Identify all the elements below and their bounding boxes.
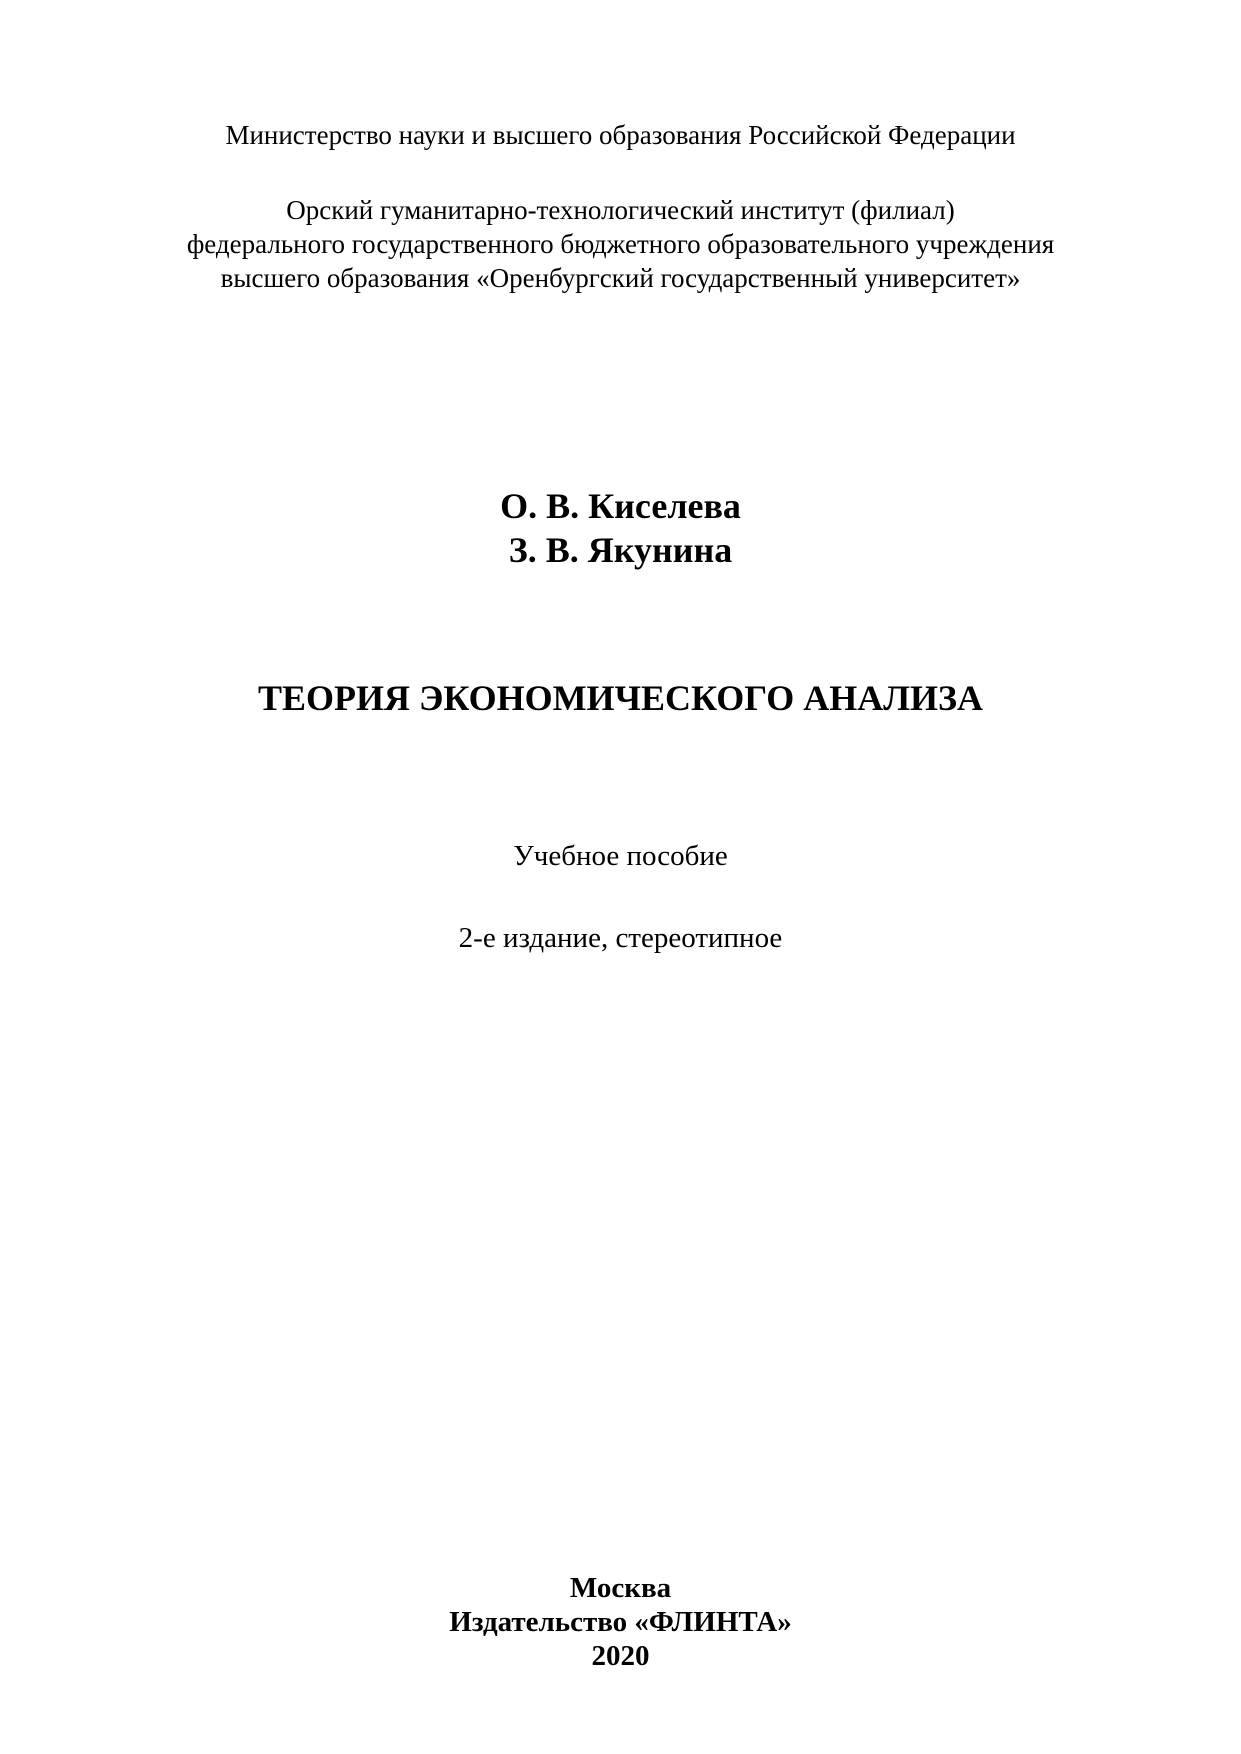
author-2: З. В. Якунина: [508, 530, 733, 570]
imprint-city: Москва: [569, 1572, 672, 1604]
book-title-text: ТЕОРИЯ ЭКОНОМИЧЕСКОГО АНАЛИЗА: [257, 678, 984, 718]
book-subtitle: [0, 838, 1241, 874]
author-1: О. В. Киселева: [500, 486, 741, 526]
imprint-block: [0, 1571, 1241, 1673]
imprint-publisher: Издательство «ФЛИНТА»: [449, 1606, 792, 1638]
authors-block: [0, 484, 1241, 572]
institute-line-3: высшего образования «Оренбургский государственный университет»: [220, 263, 1021, 293]
book-title: [0, 676, 1241, 720]
edition-note: [0, 920, 1241, 956]
institute-line-2: федерального государственного бюджетного образовательного учреждения: [186, 229, 1055, 259]
book-subtitle-text: Учебное пособие: [513, 840, 728, 872]
ministry-line: Министерство науки и высшего образования Российской Федерации: [225, 120, 1016, 150]
edition-note-text: 2-е издание, стереотипное: [458, 922, 783, 954]
imprint-year: 2020: [591, 1640, 650, 1672]
institute-line-1: Орский гуманитарно-технологический институт (филиал): [286, 195, 955, 225]
institute-block: [0, 193, 1241, 295]
ministry-header: [0, 118, 1241, 152]
